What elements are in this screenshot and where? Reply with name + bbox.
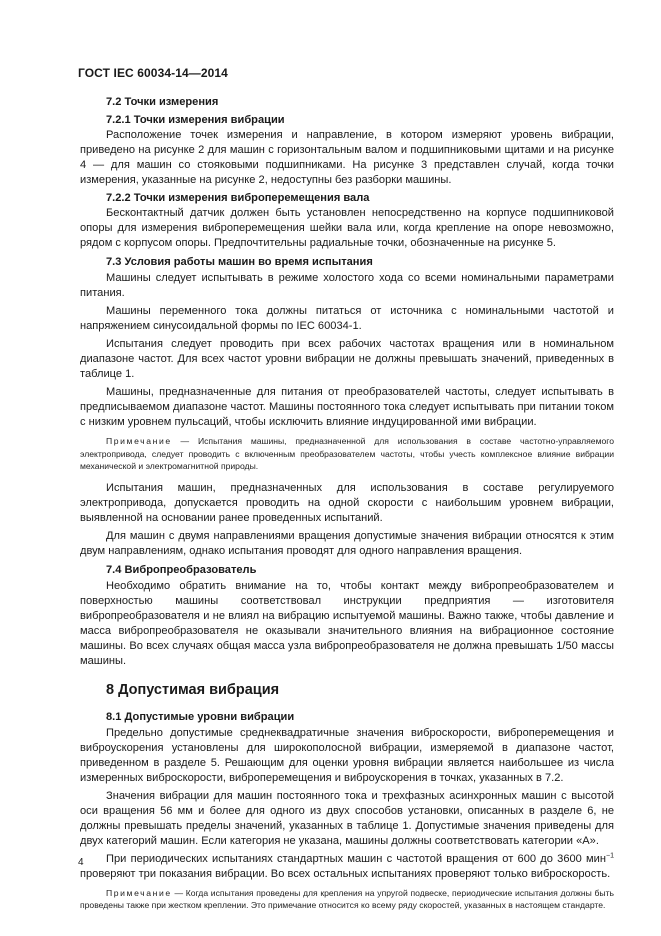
note-label: Примечание (106, 887, 172, 898)
paragraph-text: проверяют три показания вибрации. Во всех остальных испытаниях проверяют только виброскорость. (80, 867, 611, 880)
superscript: −1 (606, 851, 614, 859)
note-text: — Когда испытания проведены для крепления на упругой подвеске, периодические испытания должны быть проведены также при жестком креплении. Это примечание относится ко всему ряду скоростей, указанных в настоящем стандарте. (80, 887, 614, 910)
paragraph: Испытания следует проводить при всех рабочих частотах вращения или в номинальном диапазоне частот. Для всех частот уровни вибрации не должны превышать значений, приведенных в таблице 1. (80, 338, 614, 380)
section-7-2-1-heading: 7.2.1 Точки измерения вибрации (106, 114, 285, 126)
note (80, 887, 614, 912)
section-7-2-heading: 7.2 Точки измерения (106, 96, 219, 108)
paragraph: Машины следует испытывать в режиме холостого хода со всеми номинальными параметрами питания. (80, 272, 614, 299)
document-header: ГОСТ IEC 60034-14—2014 (78, 66, 228, 80)
note (80, 435, 614, 473)
paragraph-text: При периодических испытаниях стандартных машин с частотой вращения от 600 до 3600 мин (106, 852, 607, 865)
note-text: — Испытания машины, предназначенной для использования в составе частотно-управляемого электропривода, следует проводить с включенным преобразователем частоты, чтобы учесть комплексное влияние вибрации механической и электромагнитной природы. (80, 436, 614, 471)
section-7-4-heading: 7.4 Вибропреобразователь (106, 563, 257, 576)
paragraph: Предельно допустимые среднеквадратичные значения виброскорости, виброперемещения и виброускорения установлены для широкополосной вибрации, измеряемой в диапазоне частот, приведенном в разделе 5. Решающим для оценки уровня вибрации является наибольшее из числа измеренных виброскорости, виброперемещения и виброускорения в точках, указанных в 7.2. (80, 726, 614, 784)
page-number: 4 (78, 857, 84, 868)
section-7-3-heading: 7.3 Условия работы машин во время испытания (106, 256, 373, 268)
paragraph (80, 852, 614, 882)
paragraph: Расположение точек измерения и направление, в котором измеряют уровень вибрации, приведено на рисунке 2 для машин с горизонтальным валом и подшипниковыми щитами и на рисунке 4 — для машин со стояковыми подшипниками. На рисунке 3 представлен случай, когда точки измерения, указанные на рисунке 2, недоступны без разборки машины. (80, 129, 614, 186)
note-label: Примечание (106, 436, 172, 446)
paragraph: Испытания машин, предназначенных для использования в составе регулируемого электропривода, допускается проводить на одной скорости с наибольшим уровнем вибрации, выявленной на основании ранее проведенных испытаний. (80, 481, 614, 524)
section-8-1-heading: 8.1 Допустимые уровни вибрации (106, 710, 295, 723)
paragraph: Бесконтактный датчик должен быть установлен непосредственно на корпусе подшипниковой опоры для измерения виброперемещения шейки вала или, когда крепление на опоре невозможно, рядом с корпусом опоры. Предпочтительны радиальные точки, обозначенные на рисунке 5. (80, 207, 614, 249)
section-7-2-2-heading: 7.2.2 Точки измерения виброперемещения вала (106, 192, 370, 204)
paragraph: Необходимо обратить внимание на то, чтобы контакт между вибропреобразователем и поверхностью машины соответствовал инструкции предприятия — изготовителя вибропреобразователя и не влиял на вибрацию испытуемой машины. Важно также, чтобы давление и масса вибропреобразователя не оказывали значительного влияния на вибрационное состояние машины. Во всех случаях общая масса узла вибропреобразователя не должна превышать 1/50 массы машины. (80, 579, 614, 667)
section-8-heading: 8 Допустимая вибрация (106, 681, 280, 698)
document-body (80, 91, 614, 920)
paragraph: Для машин с двумя направлениями вращения допустимые значения вибрации относятся к этим двум направлениям, однако испытания проводят для одного направления вращения. (80, 529, 614, 557)
paragraph: Машины переменного тока должны питаться от источника с номинальными частотой и напряжением синусоидальной формы по IEC 60034-1. (80, 305, 614, 332)
paragraph: Значения вибрации для машин постоянного тока и трехфазных асинхронных машин с высотой оси вращения 56 мм и более для одного из двух способов установки, описанных в разделе 6, не должны превышать пределы значений, указанных в таблице 1. Допустимые значения приведены для двух категорий машин. Если категория не указана, машины должны соответствовать категории «А». (80, 789, 614, 847)
paragraph: Машины, предназначенные для питания от преобразователей частоты, следует испытывать в предписываемом диапазоне частот. Машины постоянного тока следует испытывать при питании током с низким уровнем пульсаций, чтобы исключить влияние индуцированной ими вибрации. (80, 386, 614, 428)
